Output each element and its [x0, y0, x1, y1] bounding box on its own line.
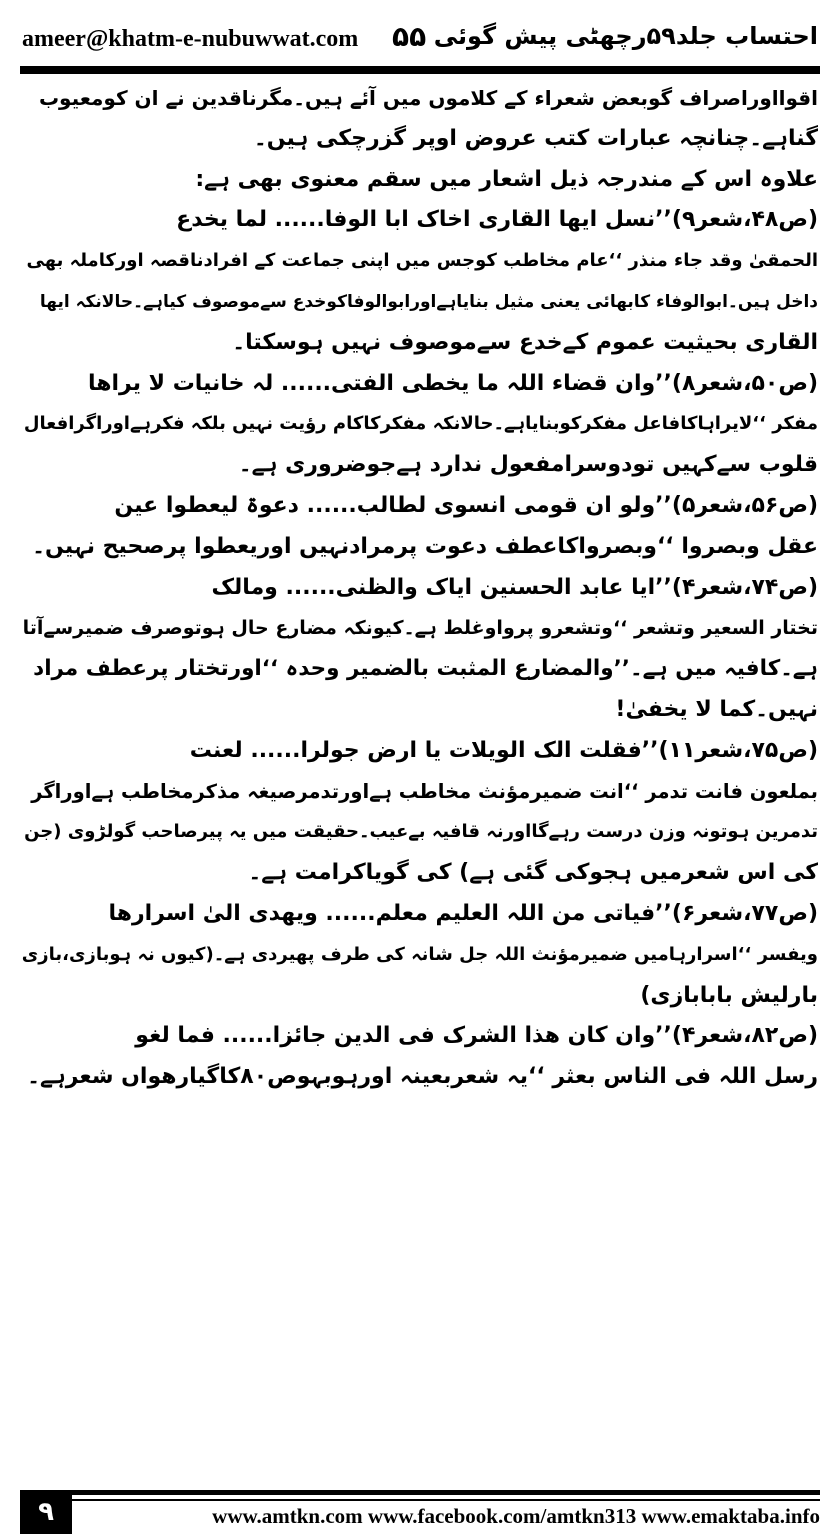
footer-links: www.amtkn.com www.facebook.com/amtkn313 www.emaktaba.info [212, 1504, 820, 1528]
text-line: اقوااوراصراف گوبعض شعراء کے کلاموں میں آئے ہیں۔مگرناقدین نے ان کومعیوب [38, 86, 818, 110]
text-line: (ص۷۷،شعر۶)’’فیاتی من اللہ العلیم معلم...... ویھدی الیٰ اسرارھا [108, 900, 818, 926]
text-line: ویفسر ‘‘اسرارہامیں ضمیرمؤنث اللہ جل شانہ کی طرف پھیردی ہے۔(کیوں نہ ہوبازی،بازی [22, 943, 818, 965]
text-line: قلوب سےکہیں تودوسرامفعول ندارد ہےجوضروری ہے۔ [238, 452, 818, 478]
text-line: (ص۴۸،شعر۹)’’نسل ایھا القاری اخاک ابا الوفا...... لما یخدع [176, 207, 818, 233]
footer-rule-top [72, 1490, 820, 1495]
header-page-number: ۵۵ [392, 20, 427, 53]
text-line: بارلیش بابابازی) [640, 982, 818, 1008]
text-line: عقل وبصروا ‘‘وبصرواکاعطف دعوت پرمرادنہیں اوریعطوا پرصحیح نہیں۔ [32, 533, 818, 559]
header-email: ameer@khatm-e-nubuwwat.com [22, 26, 359, 52]
text-line: گناہے۔چنانچہ عبارات کتب عروض اوپر گزرچکی ہیں۔ [253, 125, 818, 151]
text-line: علاوہ اس کے مندرجہ ذیل اشعار میں سقم معنوی بھی ہے: [195, 166, 818, 192]
text-line: (ص۵۰،شعر۸)’’وان قضاء اللہ ما یخطی الفتی...... لہ خانیات لا یراھا [88, 370, 818, 396]
header-rule [20, 66, 820, 74]
text-line: (ص۵۶،شعر۵)’’ولو ان قومی انسوی لطالب...... دعوۃ لیعطوا عین [114, 492, 818, 518]
text-line: (ص۸۲،شعر۴)’’وان کان ھذا الشرک فی الدین جائزا...... فما لغو [135, 1023, 818, 1049]
text-line: ہے۔کافیہ میں ہے۔’’والمضارع المثبت بالضمیر وحدہ ‘‘اورتختار پرعطف مراد [33, 656, 818, 682]
page-header [20, 12, 820, 62]
text-line: القاری بحیثیت عموم کےخدع سےموصوف نہیں ہوسکتا۔ [232, 329, 818, 355]
text-line: نہیں۔کما لا یخفیٰ! [615, 696, 818, 722]
text-line: (ص۷۵،شعر۱۱)’’فقلت الک الویلات یا ارض جولرا...... لعنت [189, 737, 818, 763]
text-line: تختار السعیر وتشعر ‘‘وتشعرو پرواوغلط ہے۔کیونکہ مضارع حال ہوتوصرف ضمیرسےآتا [22, 617, 818, 640]
text-line: الحمقیٰ وقد جاء منذر ‘‘عام مخاطب کوجس میں اپنی جماعت کے افرادناقصہ اورکاملہ بھی [26, 250, 818, 272]
text-line: داخل ہیں۔ابوالوفاء کابھائی یعنی مثیل بنایاہےاورابوالوفاکوخدع سےموصوف کیاہے۔حالانکہ ایھا [39, 291, 818, 312]
text-line: بملعون فانت تدمر ‘‘انت ضمیرمؤنث مخاطب ہےاورتدمرصیغہ مذکرمخاطب ہےاوراگر [31, 779, 818, 803]
footer-rule-thin [72, 1499, 820, 1501]
text-line: (ص۷۴،شعر۴)’’ایا عابد الحسنین ایاک والظنی...... ومالک [211, 574, 818, 600]
text-line: رسل اللہ فی الناس بعثر ‘‘یہ شعربعینہ اورہوبہوص۸۰کاگیارھواں شعرہے۔ [27, 1064, 818, 1090]
text-line: کی اس شعرمیں ہجوکی گئی ہے) کی گویاکرامت ہے۔ [248, 860, 818, 886]
header-book-title: احتساب جلد۵۹رچھٹی پیش گوئی [433, 22, 818, 50]
text-line: مفکر ‘‘لایراہاکافاعل مفکرکوبنایاہے۔حالانکہ مفکرکاکام رؤیت نہیں بلکہ فکرہےاوراگرافعال [23, 413, 818, 435]
footer-page-box: ۹ [20, 1490, 72, 1534]
text-line: تدمرین ہوتونہ وزن درست رہےگااورنہ قافیہ بےعیب۔حقیقت میں یہ پیرصاحب گولڑوی (جن [24, 821, 818, 843]
body-text [22, 78, 818, 1478]
